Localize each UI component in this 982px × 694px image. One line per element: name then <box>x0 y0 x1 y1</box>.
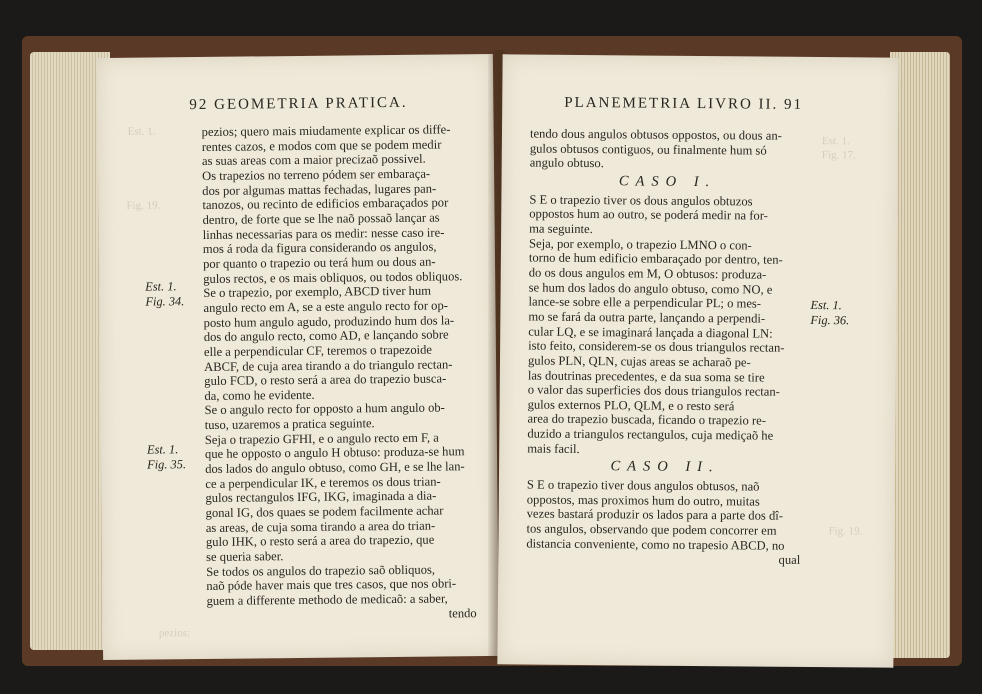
text-line: gulos PLN, QLN, cujas areas se acharaõ pe- <box>527 353 751 370</box>
text-line: Seja, por exemplo, o trapezio LMNO o con- <box>528 236 752 253</box>
left-body-text <box>202 122 479 623</box>
text-line: mos á roda da figura considerando os angulos, <box>202 239 437 257</box>
text-line: dentro, de forte que se lhe naõ possaõ lançar as <box>202 210 440 227</box>
text-line: elle a perpendicular CF, teremos o trapezoide <box>203 342 433 359</box>
text-line: que he opposto o angulo H obtuso: produza-se hum <box>204 444 465 462</box>
text-line: cular LQ, e se imaginará lançada a diagonal LN: <box>528 324 773 341</box>
bleed-through-mark: Fig. 19. <box>828 525 863 538</box>
text-line: do os dous angulos em M, O obtusos: produza- <box>528 265 767 282</box>
right-body-text <box>526 127 806 568</box>
section-heading: CASO I. <box>618 173 717 191</box>
text-line: dos por algumas mattas fechadas, lugares pan- <box>202 181 437 198</box>
text-line: tendo dous angulos obtusos oppostos, ou dous an- <box>529 126 782 143</box>
bleed-through-mark: pezios; <box>158 627 191 640</box>
text-line: Se o angulo recto for opposto a hum angulo ob- <box>204 400 445 418</box>
figure-reference-note: Est. 1. Fig. 34. <box>145 279 185 309</box>
text-line: gulo IHK, o resto será a area do trapezio, que <box>205 532 435 550</box>
text-line: posto hum angulo agudo, produzindo hum dos la- <box>203 312 455 330</box>
left-page <box>97 54 499 660</box>
section-heading: CASO II. <box>610 458 720 476</box>
text-line: gulos rectos, e os mais obliquos, ou todos obliquos. <box>203 268 463 286</box>
bleed-through-mark: Fig. 19. <box>126 199 161 212</box>
text-line: mais facil. <box>527 441 580 456</box>
text-line: dos do angulo recto, como AD, e lançando sobre <box>203 327 449 345</box>
figure-reference-note: Est. 1. Fig. 36. <box>810 297 850 328</box>
text-line: oppostos, mas proximos hum do outro, muitas <box>526 492 760 509</box>
text-line: se queria saber. <box>206 549 284 565</box>
text-line: angulo recto em A, se a este angulo recto for op- <box>203 298 448 315</box>
page-edges-right <box>890 52 950 658</box>
text-line: mo se fará da outra parte, lançando a perpendi- <box>528 309 766 326</box>
text-line: linhas necessarias para os medir: nesse caso ire- <box>202 225 445 242</box>
text-line: gulo FCD, o resto será a area do trapezio busca- <box>204 371 447 389</box>
text-line: da, como he evidente. <box>204 387 315 403</box>
running-head: 92 GEOMETRIA PRATICA. <box>189 94 408 114</box>
text-line: tos angulos, observando que podem concorrer em <box>526 521 777 538</box>
text-line: angulo obtuso. <box>529 155 604 171</box>
text-line: distancia conveniente, como no trapesio ABCD, no <box>526 536 785 553</box>
text-line: torno de hum edificio embaraçado por dentro, ten- <box>528 250 783 267</box>
text-line: pezios; quero mais miudamente explicar os diffe- <box>201 122 451 139</box>
text-line: las doutrinas precedentes, e da sua soma se tire <box>527 368 765 385</box>
text-line: tuso, uzaremos a pratica seguinte. <box>204 416 375 433</box>
text-line: tanozos, ou recinto de edificios embaraçados por <box>202 195 449 213</box>
catchword: tendo <box>448 605 477 621</box>
text-line: oppostos hum ao outro, se poderá medir na for- <box>529 206 768 223</box>
text-line: vezes bastará produzir os lados para a parte dos dî- <box>526 506 784 524</box>
figure-reference-note: Est. 1. Fig. 35. <box>146 442 187 472</box>
text-line: Se o trapezio, por exemplo, ABCD tiver hum <box>203 283 432 301</box>
text-line: o valor das superficies dos dous triangulos rectan- <box>527 382 780 399</box>
catchword: qual <box>778 553 801 568</box>
text-line: ce a perpendicular IK, e teremos os dous trian- <box>205 474 441 491</box>
text-line: S E o trapezio tiver dous angulos obtusos, naõ <box>526 477 760 494</box>
text-line: guem a differente methodo de medicaõ: a saber, <box>206 591 448 608</box>
text-line: por quanto o trapezio ou terá hum ou dous an- <box>202 254 436 271</box>
text-line: gulos rectangulos IFG, IKG, imaginada a dia- <box>205 488 437 506</box>
text-line: rentes cazos, e modos com que se podem medir <box>201 137 442 154</box>
text-line: as suas areas com a maior precizaõ possivel. <box>201 151 426 169</box>
text-line: se hum dos lados do angulo obtuso, como NO, e <box>528 280 773 297</box>
text-line: Se todos os angulos do trapezio saõ obliquos, <box>206 562 436 579</box>
text-line: isto feito, considerem-se os dous triangulos rectan- <box>528 338 785 355</box>
text-line: Os trapezios no terreno pódem ser embaraça- <box>202 166 431 183</box>
bleed-through-mark: Est. 1. <box>127 125 156 138</box>
bleed-through-mark: Fig. 17. <box>821 149 856 162</box>
text-line: as areas, de cuja soma tirando a area do trian- <box>205 518 436 535</box>
text-line: ABCF, de cuja area tirando a do triangulo rectan- <box>204 356 453 374</box>
text-line: lance-se sobre elle a perpendicular PL; o mes- <box>528 294 762 311</box>
text-line: dos lados do angulo obtuso, como GH, e se lhe lan- <box>205 459 465 477</box>
running-head: PLANEMETRIA LIVRO II. 91 <box>564 94 804 113</box>
text-line: ma seguinte. <box>529 221 593 237</box>
bleed-through-mark: Est. 1. <box>821 135 850 148</box>
text-line: gulos obtusos contiguos, ou finalmente hum só <box>529 141 767 158</box>
text-line: gonal IG, dos quaes se podem facilmente achar <box>205 503 444 521</box>
text-line: Seja o trapezio GFHI, e o angulo recto em F, a <box>204 430 439 447</box>
text-line: S E o trapezio tiver os dous angulos obtuzos <box>529 192 753 209</box>
right-page <box>497 54 898 667</box>
text-line: area do trapezio buscada, ficando o trapezio re- <box>527 411 766 429</box>
text-line: gulos externos PLO, QLM, e o resto será <box>527 397 735 414</box>
text-line: duzido a triangulos rectangulos, cuja mediçaõ he <box>527 426 774 443</box>
text-line: naõ póde haver mais que tres casos, que nos obri- <box>206 576 457 594</box>
